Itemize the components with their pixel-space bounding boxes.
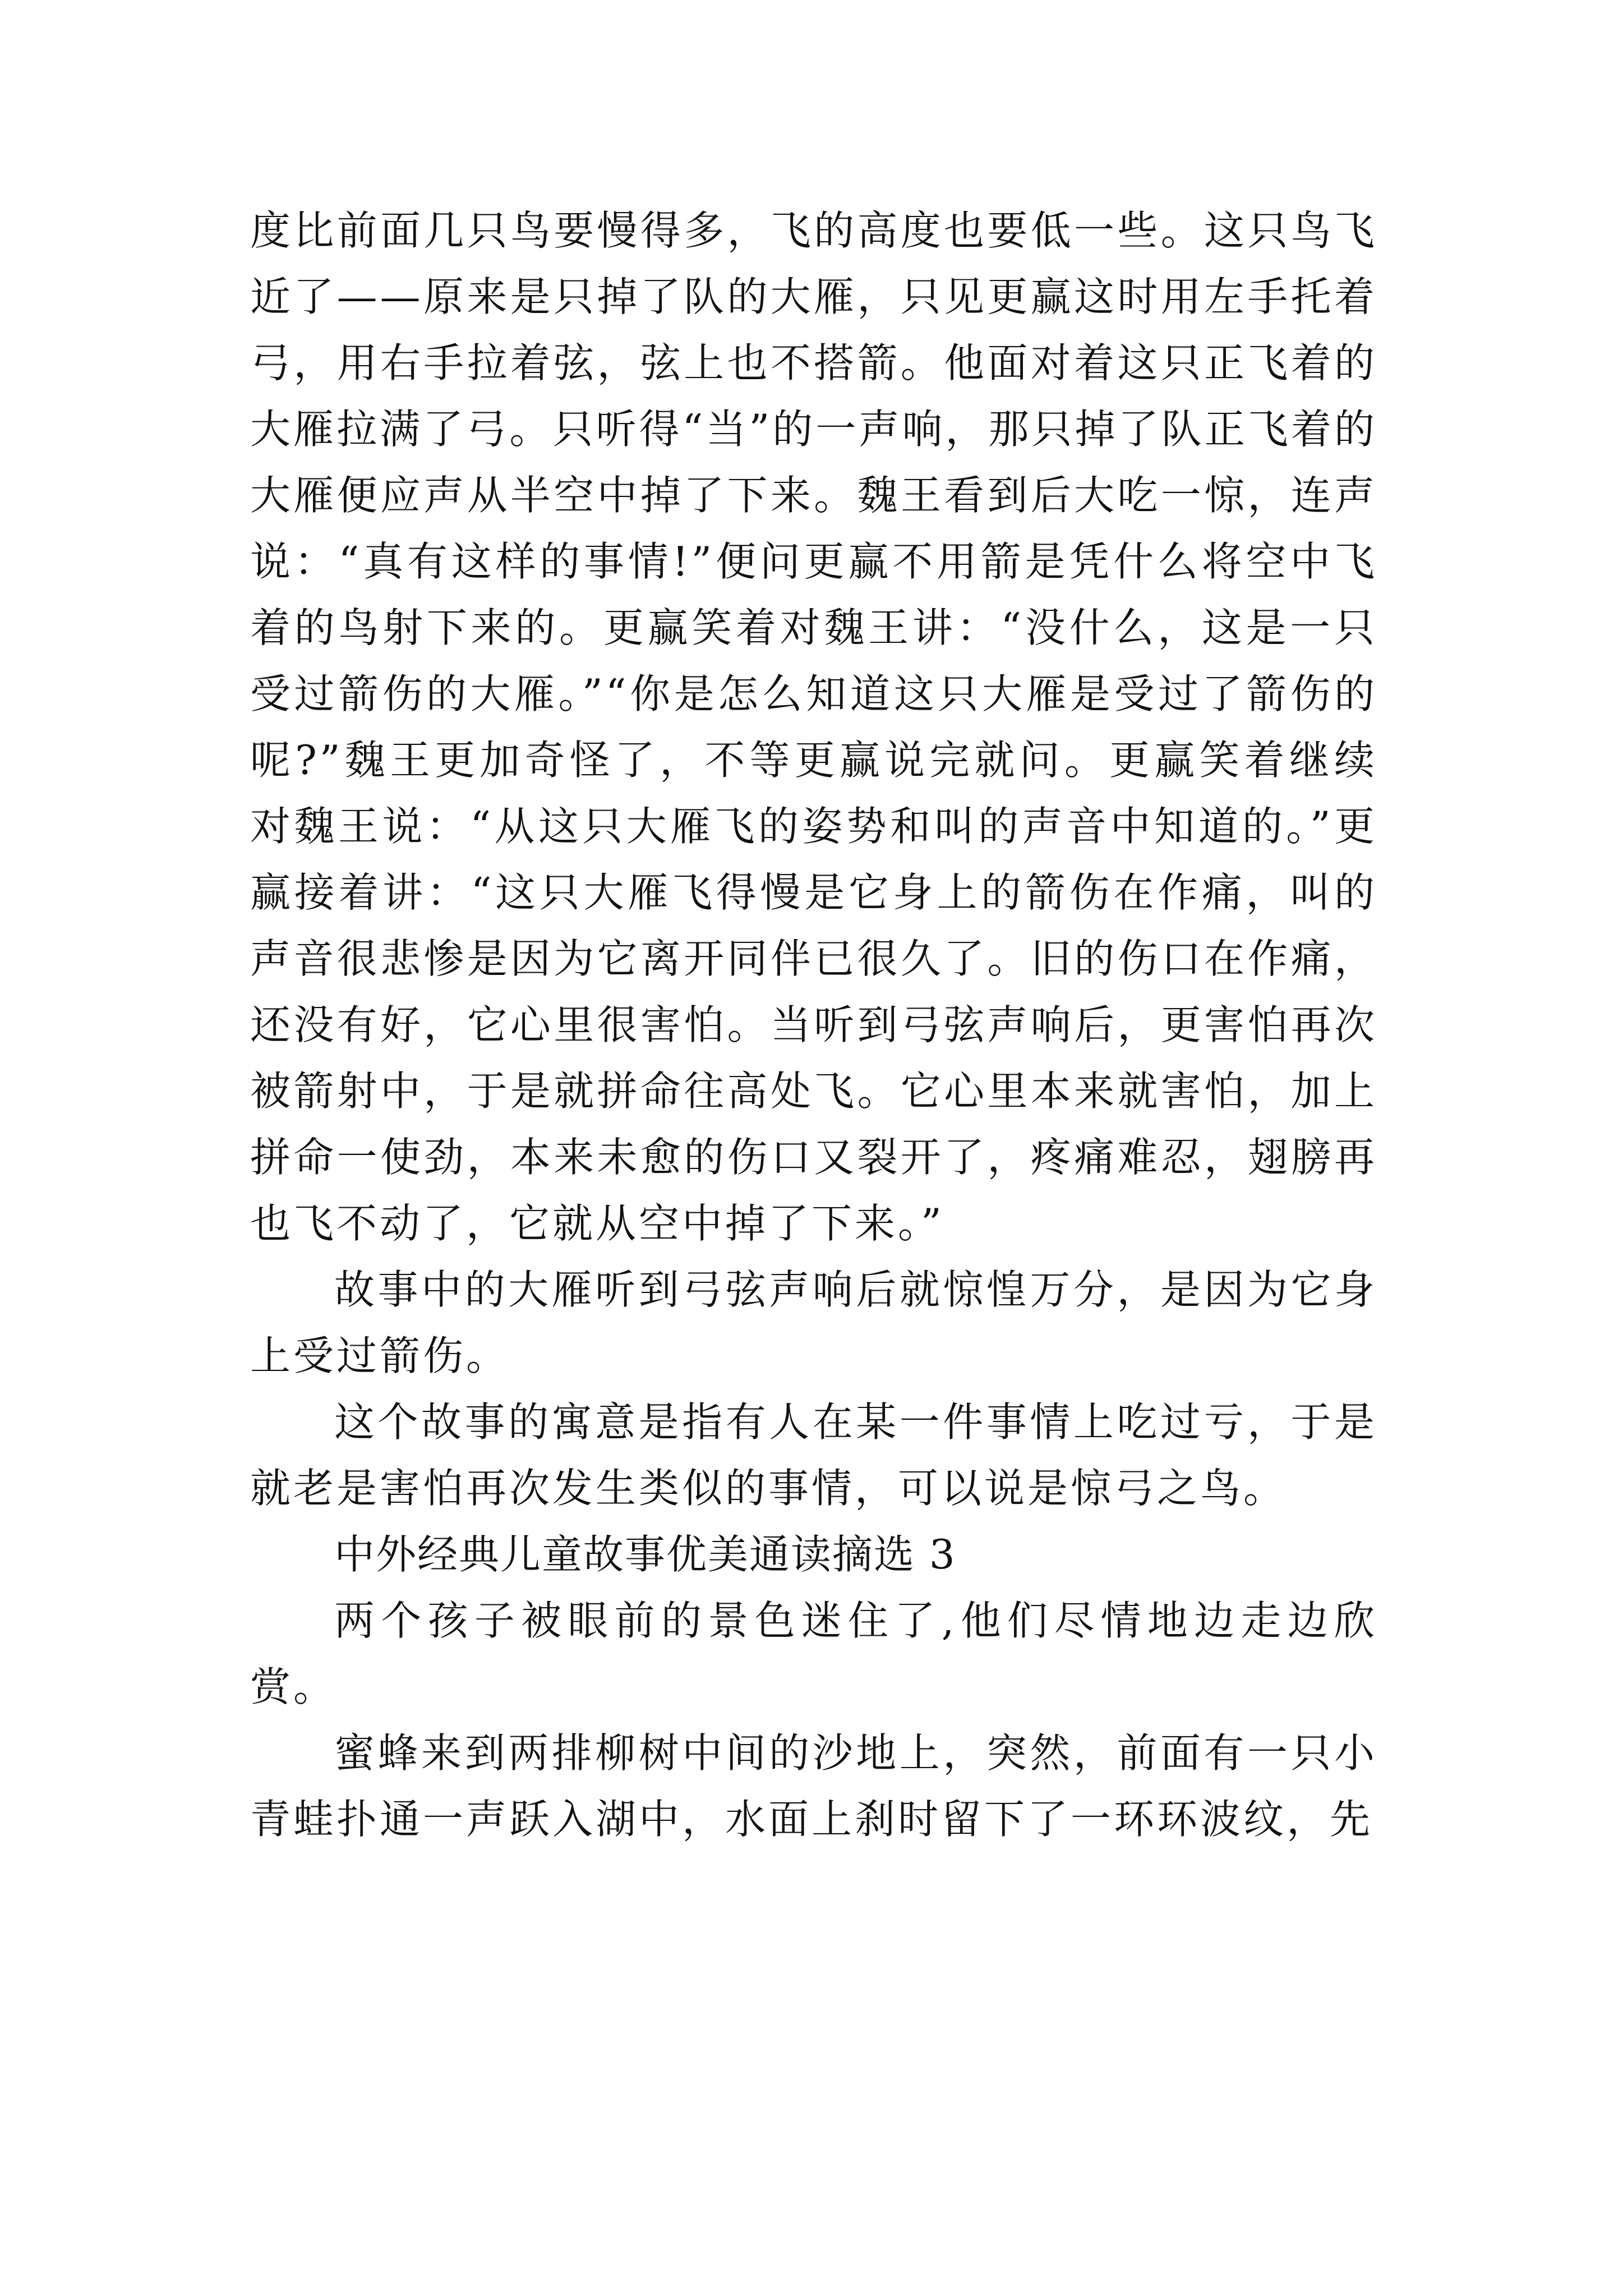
story-paragraph-continued: 度比前面几只鸟要慢得多，飞的高度也要低一些。这只鸟飞近了——原来是只掉了队的大雁，只见更赢这时用左手托着弓，用右手拉着弦，弦上也不搭箭。他面对着这只正飞着的大雁拉满了弓。只听得“当”的一声响，那只掉了队正飞着的大雁便应声从半空中掉了下来。魏王看到后大吃一惊，连声说：“真有这样的事情!”便问更赢不用箭是凭什么将空中飞着的鸟射下来的。更赢笑着对魏王讲：“没什么，这是一只受过箭伤的大雁。”“你是怎么知道这只大雁是受过了箭伤的呢?”魏王更加奇怪了，不等更赢说完就问。更赢笑着继续对魏王说：“从这只大雁飞的姿势和叫的声音中知道的。”更赢接着讲：“这只大雁飞得慢是它身上的箭伤在作痛，叫的声音很悲惨是因为它离开同伴已很久了。旧的伤口在作痛，还没有好，它心里很害怕。当听到弓弦声响后，更害怕再次被箭射中，于是就拼命往高处飞。它心里本来就害怕，加上拼命一使劲，本来未愈的伤口又裂开了，疼痛难忍，翅膀再也飞不动了，它就从空中掉了下来。” <box>250 207 1377 1247</box>
story-paragraph-moral: 这个故事的寓意是指有人在某一件事情上吃过亏，于是就老是害怕再次发生类似的事情，可以说是惊弓之鸟。 <box>250 1398 1377 1512</box>
section-heading: 中外经典儿童故事优美通读摘选 3 <box>334 1531 956 1578</box>
story-paragraph-children: 两个孩子被眼前的景色迷住了,他们尽情地边走边欣赏。 <box>250 1597 1377 1710</box>
story-paragraph-reason: 故事中的大雁听到弓弦声响后就惊惶万分，是因为它身上受过箭伤。 <box>250 1266 1377 1379</box>
story-paragraph-bee: 蜜蜂来到两排柳树中间的沙地上，突然，前面有一只小青蛙扑通一声跃入湖中，水面上刹时留下了一环环波纹，先 <box>250 1729 1377 1843</box>
document-body <box>250 197 1377 1852</box>
